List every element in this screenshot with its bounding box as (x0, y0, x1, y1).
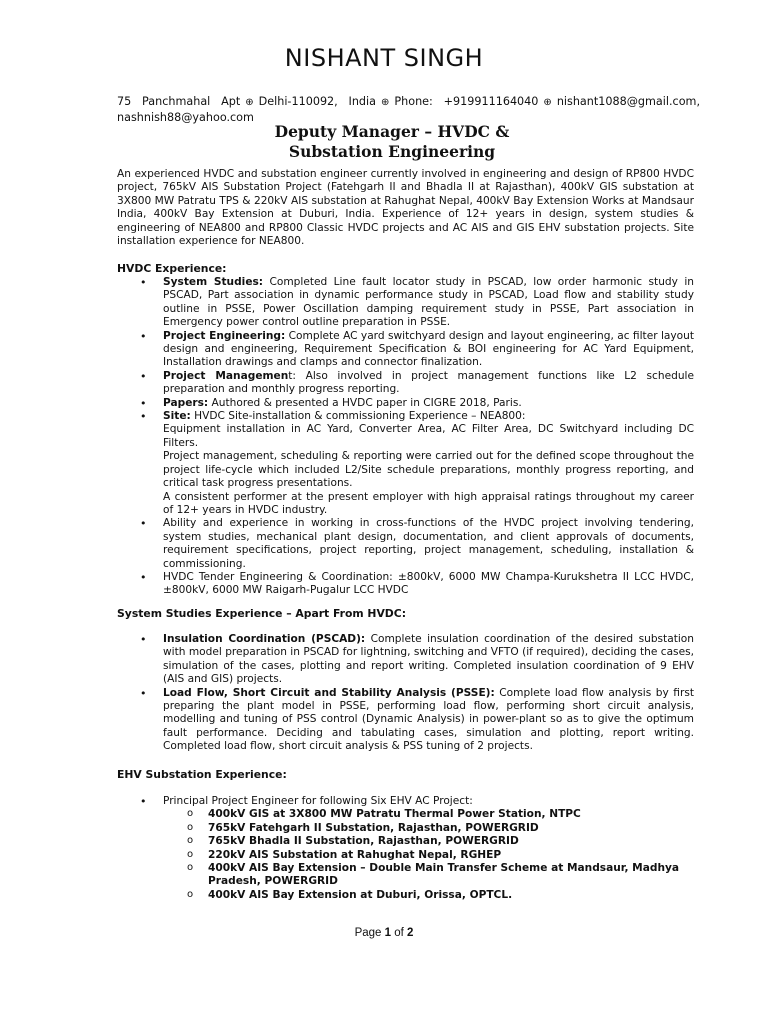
item-label: Site: (163, 410, 191, 423)
page-word: Page (354, 927, 382, 939)
page-current: 1 (384, 927, 392, 939)
list-item (117, 795, 694, 902)
list-item (117, 330, 694, 370)
item-label: Project Managemen (163, 369, 289, 382)
phone: Phone: +919911164040 (394, 95, 539, 108)
item-label: System Studies: (163, 276, 264, 288)
project-item: o 765kV Bhadla II Substation, Rajasthan, POWERGRID (163, 835, 694, 848)
project-item: o 400kV AIS Bay Extension at Duburi, Orissa, OPTCL. (163, 889, 694, 902)
email-primary[interactable]: nishant1088@gmail.com, (556, 95, 700, 108)
summary-paragraph: An experienced HVDC and substation engineer currently involved in engineering and design of RP800 HVDC project, 765kV AIS Substation Project (Fatehgarh II and Bhadla II at Rajasthan), 400kV GIS substation at 3X800 MW Patratu TPS & 220kV AIS substation at Rahughat Nepal, 400kV Bay Extension Works at Mandsaur India, 400kV Bay Extension at Duburi, India. Experience of 12+ years in design, system studies & engineering of NEA800 and RP800 Classic HVDC projects and AC AIS and GIS EHV substation projects. Site installation experience for NEA800. (117, 168, 694, 248)
candidate-name: NISHANT SINGH (284, 44, 484, 72)
item-text: Complete AC yard switchyard design and layout engineering, ac filter layout design and engineering, Requirement Specification & BOI engineering for AC Yard Equipment, Installation drawings and clamps and connector finalization. (163, 329, 695, 369)
item-text: Complete load flow analysis by first preparing the plant model in PSSE, performing load flow, performing short circuit analysis, modelling and tuning of PSS control (Dynamic Analysis) in power-plant so as to give the optimum fault performance. Deciding and tabulating cases, simulation and plotting, report writing. Completed load flow, short circuit analysis & PSS tuning of 2 projects. (163, 686, 694, 753)
section-heading-hvdc: HVDC Experience: (117, 262, 227, 275)
item-text: HVDC Tender Engineering & Coordination: ±800kV, 6000 MW Champa-Kurukshetra II LCC HVDC, ±800kV, 6000 MW Raigarh-Pugalur LCC HVDC (163, 570, 694, 597)
list-item (117, 687, 694, 754)
list-item (117, 571, 694, 598)
item-label: Project Engineering: (163, 329, 286, 342)
item-paragraph: Project management, scheduling & reporting were carried out for the defined scope throughout the project life-cycle which included L2/Site schedule preparations, monthly progress reporting, and critical task progress presentations. (163, 450, 694, 490)
item-label: Load Flow, Short Circuit and Stability Analysis (PSSE): (163, 686, 495, 699)
project-item: o 220kV AIS Substation at Rahughat Nepal, RGHEP (163, 849, 694, 862)
email-secondary[interactable]: nashnish88@yahoo.com (117, 111, 254, 124)
list-item (117, 633, 694, 687)
item-paragraph: A consistent performer at the present employer with high appraisal ratings throughout my career of 12+ years in HVDC industry. (163, 490, 694, 516)
of-word: of (394, 927, 404, 939)
list-item (117, 517, 694, 571)
ehv-project-list (163, 808, 694, 902)
job-title-line: Substation Engineering (288, 142, 496, 161)
system-studies-list (117, 633, 694, 754)
item-text: Completed Line fault locator study in PSCAD, low order harmonic study in PSCAD, Part association in dynamic performance study in PSCAD, Load flow and stability study outline in PSSE, Power Oscillation damping requirement study in PSSE, Part association in Emergency power control outline preparation in PSSE. (163, 276, 694, 329)
project-item: o 765kV Fatehgarh II Substation, Rajasthan, POWERGRID (163, 822, 694, 835)
ehv-list (117, 795, 694, 902)
city: Delhi-110092, India (258, 95, 376, 108)
hvdc-list (117, 276, 694, 598)
item-text: Complete insulation coordination of the desired substation with model preparation in PSCAD for lightning, switching and VFTO (if required), deciding the cases, simulation of the cases, plotting and report writing. Completed insulation coordination of 9 EHV (AIS and GIS) projects. (163, 633, 694, 686)
job-title-line: Deputy Manager – HVDC & (274, 122, 510, 141)
item-paragraph: Equipment installation in AC Yard, Converter Area, AC Filter Area, DC Switchyard including DC Filters. (163, 423, 694, 449)
project-item: o 400kV GIS at 3X800 MW Patratu Thermal Power Station, NTPC (163, 808, 694, 821)
list-item (117, 276, 694, 330)
separator-icon: ⊕ (381, 97, 390, 108)
item-label: Insulation Coordination (PSCAD): (163, 633, 366, 645)
item-text: Ability and experience in working in cross-functions of the HVDC project involving tendering, system studies, mechanical plant design, documentation, and client approvals of documents, requirement specifications, project reporting, project management, scheduling, installation & commissioning. (163, 517, 694, 570)
item-label: Papers: (163, 396, 209, 409)
item-text: HVDC Site-installation & commissioning Experience – NEA800: (190, 410, 526, 423)
job-title (117, 122, 667, 162)
contact-line (117, 94, 700, 125)
project-item: o 400kV AIS Bay Extension – Double Main Transfer Scheme at Mandsaur, Madhya Pradesh, POWERGRID (163, 862, 694, 889)
page-total: 2 (407, 927, 414, 939)
separator-icon: ⊕ (543, 97, 552, 108)
item-text: Authored & presented a HVDC paper in CIGRE 2018, Paris. (208, 396, 522, 409)
section-heading-ehv: EHV Substation Experience: (117, 768, 287, 781)
list-item (117, 370, 694, 397)
item-text: Principal Project Engineer for following Six EHV AC Project: (163, 795, 473, 807)
item-text: t: Also involved in project management functions like L2 schedule preparation and monthly progress reporting. (163, 369, 695, 396)
address: 75 Panchmahal Apt (117, 95, 241, 108)
page-footer (0, 927, 768, 939)
separator-icon: ⊕ (245, 97, 254, 108)
list-item (117, 397, 694, 410)
section-heading-system-studies: System Studies Experience – Apart From HVDC: (117, 607, 407, 620)
list-item (117, 410, 694, 517)
